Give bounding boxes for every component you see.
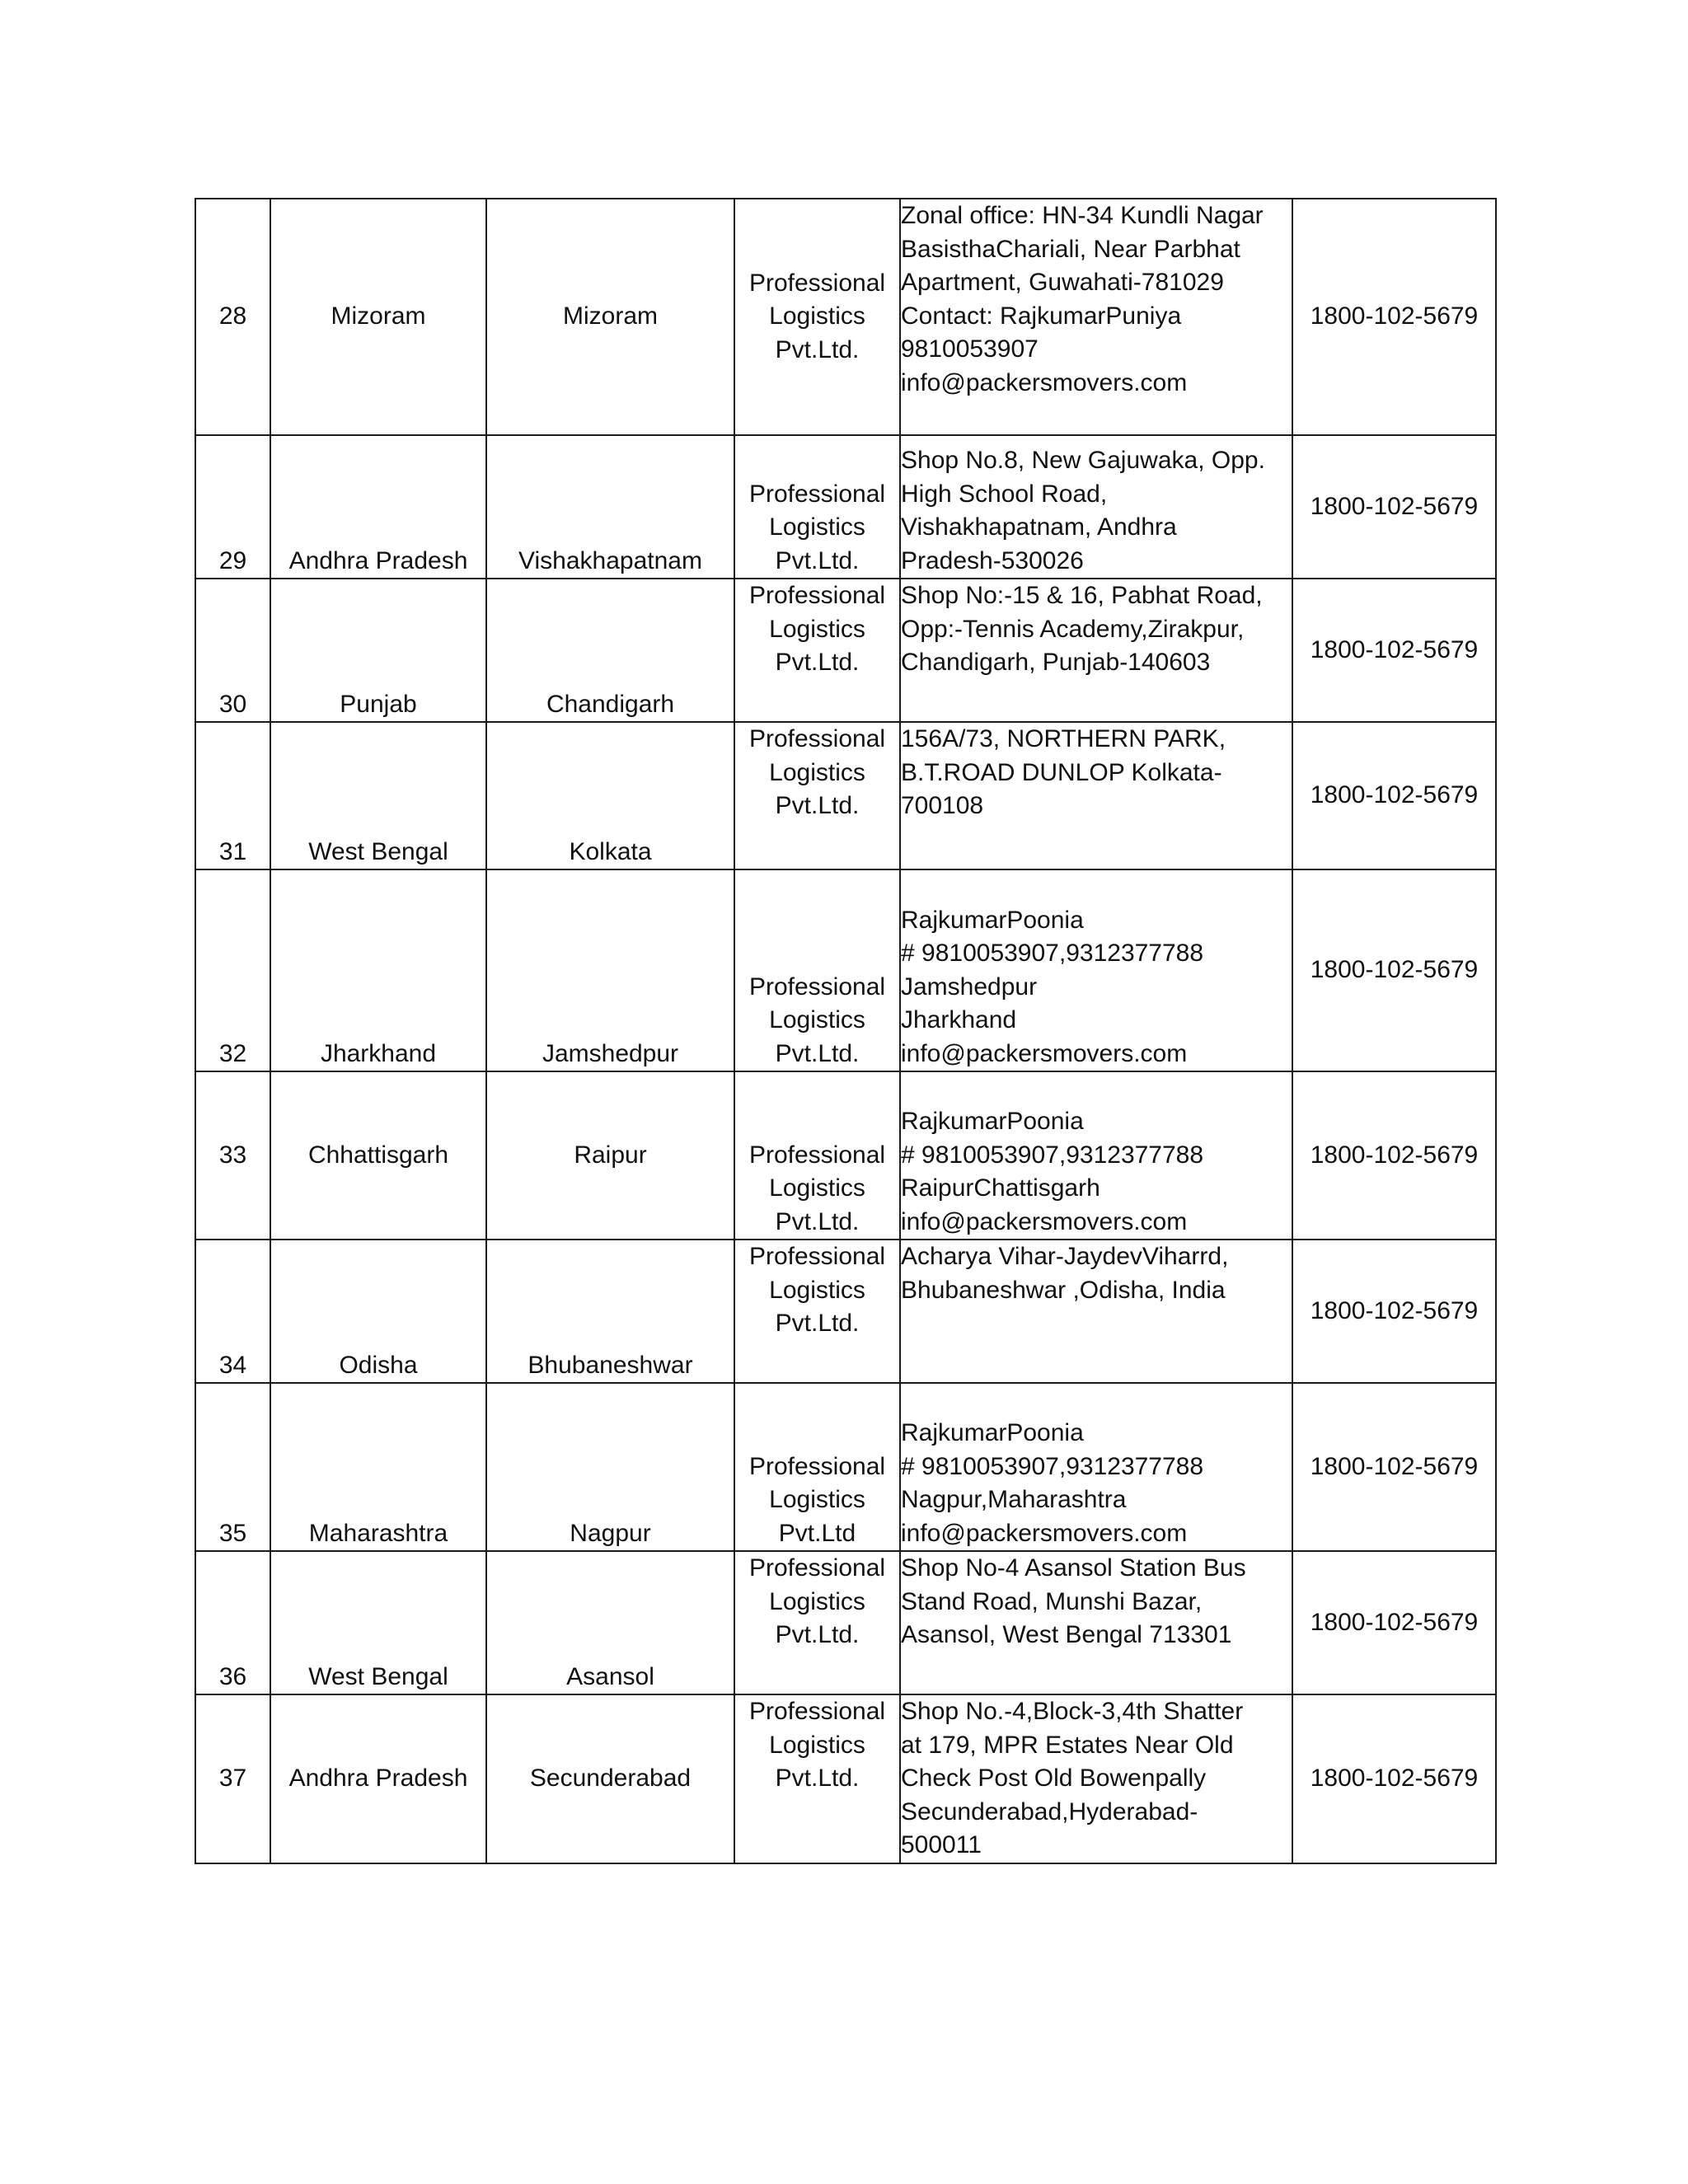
company-line: Pvt.Ltd. bbox=[775, 1310, 860, 1337]
company-cell bbox=[734, 435, 900, 579]
company-line: Pvt.Ltd. bbox=[775, 1765, 860, 1792]
address-line: 700108 bbox=[901, 792, 984, 819]
company-line: Logistics bbox=[769, 1486, 865, 1513]
address-line: Bhubaneshwar ,Odisha, India bbox=[901, 1276, 1226, 1304]
city-cell bbox=[486, 1551, 734, 1694]
cell-text: Kolkata bbox=[569, 837, 652, 865]
company-line: Logistics bbox=[769, 758, 865, 786]
cell-text: West Bengal bbox=[308, 837, 448, 865]
table-row bbox=[195, 869, 1496, 1071]
company-line: Pvt.Ltd. bbox=[775, 1039, 860, 1067]
address-line: Jharkhand bbox=[901, 1006, 1017, 1033]
address-line: B.T.ROAD DUNLOP Kolkata- bbox=[901, 758, 1222, 786]
city-cell bbox=[486, 722, 734, 869]
address-line: Shop No:-15 & 16, Pabhat Road, bbox=[901, 582, 1263, 609]
address-line: # 9810053907,9312377788 bbox=[901, 940, 1204, 967]
cell-text: Mizoram bbox=[562, 302, 658, 330]
company-line: Professional bbox=[748, 725, 886, 752]
cell-text: 1800-102-5679 bbox=[1310, 781, 1479, 809]
cell-text: 1800-102-5679 bbox=[1310, 492, 1479, 520]
company-line: Pvt.Ltd. bbox=[775, 1621, 860, 1648]
table-body bbox=[195, 199, 1496, 1863]
cell-text: 37 bbox=[218, 1765, 247, 1792]
cell-text: Mizoram bbox=[331, 302, 426, 330]
city-cell bbox=[486, 1694, 734, 1863]
cell-text: 28 bbox=[218, 302, 247, 330]
address-line: Stand Road, Munshi Bazar, bbox=[901, 1587, 1203, 1615]
company-line: Logistics bbox=[769, 1731, 865, 1759]
company-line: Pvt.Ltd. bbox=[775, 546, 860, 574]
company-line: Logistics bbox=[769, 1587, 865, 1615]
table-row bbox=[195, 1383, 1496, 1551]
cell-text: 1800-102-5679 bbox=[1310, 956, 1479, 984]
address-line: Jamshedpur bbox=[901, 972, 1038, 1001]
state-cell bbox=[270, 579, 486, 722]
company-line: Logistics bbox=[769, 1006, 865, 1033]
company-cell bbox=[734, 869, 900, 1071]
company-line: Professional bbox=[748, 1698, 886, 1725]
cell-text: West Bengal bbox=[308, 1662, 448, 1690]
address-line: 500011 bbox=[901, 1831, 982, 1858]
city-cell bbox=[486, 199, 734, 435]
serial-number-cell bbox=[195, 435, 270, 579]
address-line: # 9810053907,9312377788 bbox=[901, 1452, 1204, 1480]
address-line: Acharya Vihar-JaydevViharrd, bbox=[901, 1243, 1229, 1270]
serial-number-cell bbox=[195, 1383, 270, 1551]
cell-text: 1800-102-5679 bbox=[1310, 1141, 1479, 1169]
address-cell bbox=[900, 722, 1292, 869]
table-row bbox=[195, 1694, 1496, 1863]
company-line: Professional bbox=[748, 1243, 886, 1270]
address-cell bbox=[900, 869, 1292, 1071]
cell-text: Asansol bbox=[566, 1662, 654, 1690]
cell-text: Odisha bbox=[339, 1351, 418, 1379]
serial-number-cell bbox=[195, 1694, 270, 1863]
company-line: Pvt.Ltd. bbox=[775, 335, 860, 363]
cell-text: Andhra Pradesh bbox=[288, 1765, 468, 1792]
cell-text: 1800-102-5679 bbox=[1310, 302, 1479, 330]
cell-text: Andhra Pradesh bbox=[288, 546, 468, 574]
state-cell bbox=[270, 1240, 486, 1383]
phone-cell bbox=[1292, 1551, 1496, 1694]
phone-cell bbox=[1292, 199, 1496, 435]
table-row bbox=[195, 1071, 1496, 1240]
state-cell bbox=[270, 869, 486, 1071]
address-cell bbox=[900, 199, 1292, 435]
company-line: Logistics bbox=[769, 513, 865, 541]
phone-cell bbox=[1292, 435, 1496, 579]
cell-text: 31 bbox=[218, 837, 247, 865]
address-line: info@packersmovers.com bbox=[901, 368, 1188, 396]
address-cell bbox=[900, 1694, 1292, 1863]
phone-cell bbox=[1292, 869, 1496, 1071]
cell-text: 1800-102-5679 bbox=[1310, 1452, 1479, 1480]
address-line: High School Road, bbox=[901, 480, 1108, 508]
company-cell bbox=[734, 1694, 900, 1863]
company-line: Pvt.Ltd. bbox=[775, 649, 860, 676]
cell-text: Chhattisgarh bbox=[307, 1141, 449, 1169]
city-cell bbox=[486, 1071, 734, 1240]
phone-cell bbox=[1292, 1383, 1496, 1551]
branch-directory-table bbox=[195, 198, 1497, 1864]
address-line: info@packersmovers.com bbox=[901, 1207, 1188, 1235]
company-cell bbox=[734, 579, 900, 722]
company-cell bbox=[734, 1383, 900, 1551]
serial-number-cell bbox=[195, 869, 270, 1071]
phone-cell bbox=[1292, 579, 1496, 722]
address-line: Pradesh-530026 bbox=[901, 546, 1084, 574]
company-line: Professional bbox=[748, 1452, 886, 1480]
address-cell bbox=[900, 1551, 1292, 1694]
address-line: Check Post Old Bowenpally bbox=[901, 1765, 1207, 1792]
cell-text: 33 bbox=[218, 1141, 247, 1169]
city-cell bbox=[486, 435, 734, 579]
company-line: Logistics bbox=[769, 302, 865, 330]
address-line: # 9810053907,9312377788 bbox=[901, 1141, 1204, 1169]
address-line: Asansol, West Bengal 713301 bbox=[901, 1621, 1232, 1648]
address-line: Chandigarh, Punjab-140603 bbox=[901, 649, 1211, 676]
company-cell bbox=[734, 1551, 900, 1694]
address-line: RajkumarPoonia bbox=[901, 906, 1084, 934]
company-line: Professional bbox=[748, 1554, 886, 1582]
table-row bbox=[195, 435, 1496, 579]
serial-number-cell bbox=[195, 1071, 270, 1240]
company-cell bbox=[734, 722, 900, 869]
table-row bbox=[195, 579, 1496, 722]
company-cell bbox=[734, 1240, 900, 1383]
cell-text: 1800-102-5679 bbox=[1310, 1765, 1479, 1792]
cell-text: Chandigarh bbox=[546, 690, 675, 718]
company-line: Pvt.Ltd bbox=[778, 1519, 856, 1547]
address-cell bbox=[900, 435, 1292, 579]
cell-text: 36 bbox=[218, 1662, 247, 1690]
cell-text: 32 bbox=[218, 1039, 247, 1067]
address-line: Shop No.-4,Block-3,4th Shatter bbox=[901, 1698, 1244, 1725]
address-line: Apartment, Guwahati-781029 bbox=[901, 269, 1224, 296]
address-line: RaipurChattisgarh bbox=[901, 1174, 1100, 1202]
city-cell bbox=[486, 869, 734, 1071]
company-line: Professional bbox=[748, 972, 886, 1001]
company-line: Professional bbox=[748, 480, 886, 508]
cell-text: Maharashtra bbox=[308, 1519, 448, 1547]
address-line: Shop No-4 Asansol Station Bus bbox=[901, 1554, 1246, 1582]
city-cell bbox=[486, 579, 734, 722]
cell-text: Jamshedpur bbox=[542, 1039, 679, 1067]
company-cell bbox=[734, 1071, 900, 1240]
phone-cell bbox=[1292, 1071, 1496, 1240]
cell-text: 34 bbox=[218, 1351, 247, 1379]
address-line: info@packersmovers.com bbox=[901, 1519, 1188, 1547]
state-cell bbox=[270, 1071, 486, 1240]
cell-text: 1800-102-5679 bbox=[1310, 635, 1479, 663]
company-line: Pvt.Ltd. bbox=[775, 1207, 860, 1235]
address-line: Opp:-Tennis Academy,Zirakpur, bbox=[901, 615, 1245, 643]
address-cell bbox=[900, 1071, 1292, 1240]
address-cell bbox=[900, 1240, 1292, 1383]
address-line: Nagpur,Maharashtra bbox=[901, 1486, 1127, 1513]
serial-number-cell bbox=[195, 1240, 270, 1383]
cell-text: Jharkhand bbox=[320, 1039, 437, 1067]
state-cell bbox=[270, 1383, 486, 1551]
table-row bbox=[195, 1551, 1496, 1694]
cell-text: Nagpur bbox=[570, 1519, 651, 1547]
address-cell bbox=[900, 579, 1292, 722]
city-cell bbox=[486, 1240, 734, 1383]
city-cell bbox=[486, 1383, 734, 1551]
address-line: BasisthaChariali, Near Parbhat bbox=[901, 235, 1240, 263]
company-cell bbox=[734, 199, 900, 435]
cell-text: Vishakhapatnam bbox=[518, 546, 702, 574]
phone-cell bbox=[1292, 1240, 1496, 1383]
company-line: Logistics bbox=[769, 1276, 865, 1304]
company-line: Professional bbox=[748, 269, 886, 297]
address-line: RajkumarPoonia bbox=[901, 1419, 1084, 1446]
state-cell bbox=[270, 199, 486, 435]
company-line: Pvt.Ltd. bbox=[775, 792, 860, 819]
state-cell bbox=[270, 1694, 486, 1863]
address-line: 9810053907 bbox=[901, 335, 1039, 363]
cell-text: 35 bbox=[218, 1519, 247, 1547]
state-cell bbox=[270, 722, 486, 869]
cell-text: Punjab bbox=[340, 690, 417, 718]
company-line: Logistics bbox=[769, 1174, 865, 1202]
table-row bbox=[195, 722, 1496, 869]
address-line: Vishakhapatnam, Andhra bbox=[901, 513, 1177, 541]
table-row bbox=[195, 199, 1496, 435]
table-row bbox=[195, 1240, 1496, 1383]
state-cell bbox=[270, 1551, 486, 1694]
state-cell bbox=[270, 435, 486, 579]
address-line: RajkumarPoonia bbox=[901, 1108, 1084, 1135]
cell-text: Bhubaneshwar bbox=[528, 1351, 693, 1379]
address-line: Shop No.8, New Gajuwaka, Opp. bbox=[901, 447, 1265, 474]
phone-cell bbox=[1292, 722, 1496, 869]
company-line: Logistics bbox=[769, 615, 865, 643]
address-cell bbox=[900, 1383, 1292, 1551]
address-line: 156A/73, NORTHERN PARK, bbox=[901, 725, 1226, 752]
cell-text: 30 bbox=[218, 690, 247, 718]
cell-text: 29 bbox=[218, 546, 247, 574]
cell-text: Secunderabad bbox=[529, 1765, 692, 1792]
address-line: info@packersmovers.com bbox=[901, 1039, 1188, 1067]
company-line: Professional bbox=[748, 582, 886, 609]
serial-number-cell bbox=[195, 1551, 270, 1694]
serial-number-cell bbox=[195, 579, 270, 722]
address-line: Secunderabad,Hyderabad- bbox=[901, 1797, 1198, 1825]
serial-number-cell bbox=[195, 199, 270, 435]
cell-text: 1800-102-5679 bbox=[1310, 1296, 1479, 1324]
address-line: Zonal office: HN-34 Kundli Nagar bbox=[901, 202, 1264, 229]
cell-text: 1800-102-5679 bbox=[1310, 1608, 1479, 1636]
address-line: Contact: RajkumarPuniya bbox=[901, 302, 1182, 330]
cell-text: Raipur bbox=[574, 1141, 647, 1169]
serial-number-cell bbox=[195, 722, 270, 869]
phone-cell bbox=[1292, 1694, 1496, 1863]
address-line: at 179, MPR Estates Near Old bbox=[901, 1731, 1234, 1759]
company-line: Professional bbox=[748, 1141, 886, 1169]
